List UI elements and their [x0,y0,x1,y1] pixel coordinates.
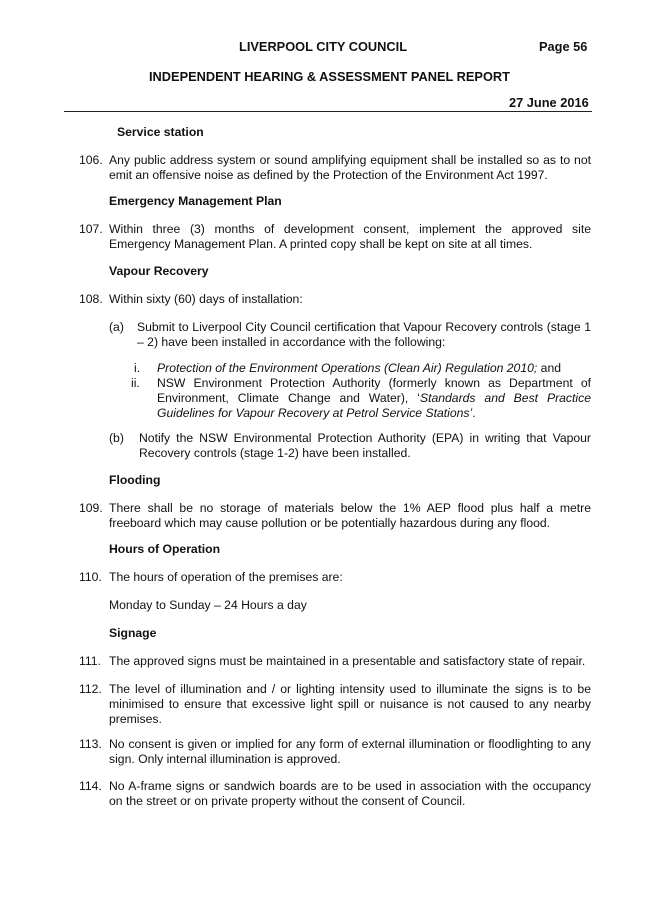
sub-item-text: Submit to Liverpool City Council certification that Vapour Recovery controls (stage 1 – 2) have been installed in accordance with the following: [137,320,591,349]
section-heading-service-station: Service station [117,125,204,139]
condition-text: Within three (3) months of development consent, implement the approved site Emergency Management Plan. A printed copy shall be kept on site at all times. [109,222,591,251]
condition-number: 114. [79,779,102,793]
condition-number: 108. [79,292,103,306]
roman-item-text [157,361,591,376]
page-number: Page 56 [539,39,588,54]
condition-text: No consent is given or implied for any form of external illumination or floodlighting to any sign. Only internal illumination is approved. [109,737,591,766]
condition-text: There shall be no storage of materials below the 1% AEP flood plus half a metre freeboard which may cause pollution or be potentially hazardous during any flood. [109,501,591,530]
condition-text: Any public address system or sound amplifying equipment shall be installed so as to not emit an offensive noise as defined by the Protection of the Environment Act 1997. [109,153,591,182]
section-heading-vapour: Vapour Recovery [109,264,209,278]
section-heading-hours: Hours of Operation [109,542,221,556]
authority-text: NSW Environment Protection Authority (formerly known as Department of Environment, Climate Change and Water), ‘ [157,376,591,405]
header-divider [64,111,592,112]
section-heading-signage: Signage [109,626,157,640]
hours-detail: Monday to Sunday – 24 Hours a day [109,598,307,612]
section-heading-emergency: Emergency Management Plan [109,194,282,208]
report-title: INDEPENDENT HEARING & ASSESSMENT PANEL REPORT [149,69,510,84]
condition-text: No A-frame signs or sandwich boards are to be used in association with the occupancy on the street or on private property without the consent of Council. [109,779,591,808]
condition-text: The approved signs must be maintained in a presentable and satisfactory state of repair. [109,654,586,668]
roman-item-suffix: and [537,361,562,375]
condition-text: The level of illumination and / or lighting intensity used to illuminate the signs is to be minimised to ensure that excessive light spill or nuisance is not caused to any nearby premises. [109,682,591,726]
sub-item-label: (b) [109,431,124,445]
roman-item-suffix: . [472,406,476,420]
condition-number: 111. [79,654,101,668]
regulation-title: Protection of the Environment Operations (Clean Air) Regulation 2010; [157,361,538,375]
condition-number: 107. [79,222,103,236]
report-date: 27 June 2016 [509,95,589,110]
roman-item-text [157,376,591,421]
condition-number: 110. [79,570,102,584]
condition-number: 109. [79,501,103,515]
roman-item-label: i. [134,361,141,375]
roman-item-label: ii. [131,376,140,390]
condition-number: 113. [79,737,102,751]
council-name: LIVERPOOL CITY COUNCIL [239,39,408,54]
sub-item-label: (a) [109,320,124,334]
condition-text: The hours of operation of the premises are: [109,570,343,584]
guidelines-title: Standards and Best Practice Guidelines for Vapour Recovery at Petrol Service Stations’ [157,391,591,420]
condition-text: Within sixty (60) days of installation: [109,292,303,306]
condition-number: 112. [79,682,102,696]
condition-number: 106. [79,153,103,167]
section-heading-flooding: Flooding [109,473,161,487]
sub-item-text: Notify the NSW Environmental Protection Authority (EPA) in writing that Vapour Recovery controls (stage 1-2) have been installed. [139,431,591,460]
